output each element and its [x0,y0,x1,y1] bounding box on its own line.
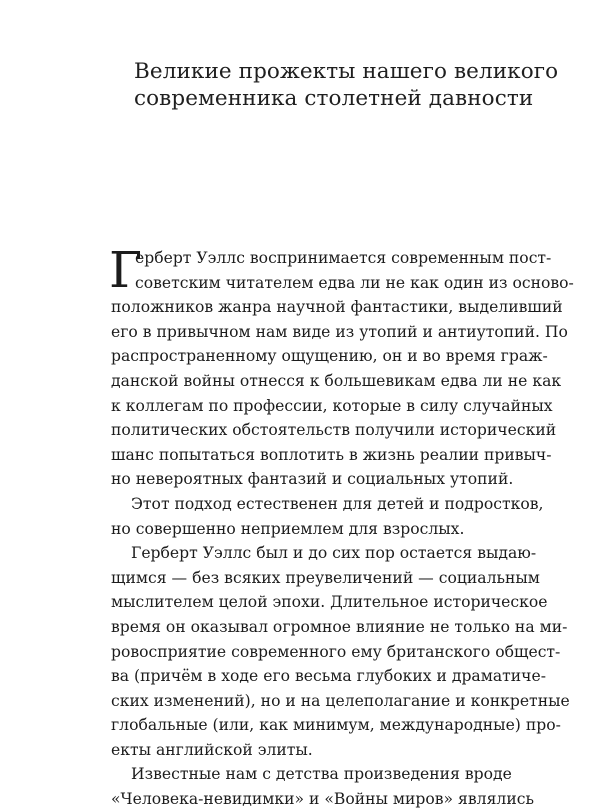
text-line: советским читателем едва ли не как один из осново- [135,273,574,292]
paragraph [111,541,570,762]
text-line: ровосприятие современного ему британского общест- [111,642,561,661]
text-line: к коллегам по профессии, которые в силу случайных [111,396,553,415]
chapter-title-line: современника столетней давности [134,86,534,111]
text-line: Этот подход естественен для детей и подростков, [131,494,544,513]
text-line: щимся — без всяких преувеличений — социальным [111,568,540,587]
text-line: но совершенно неприемлем для взрослых. [111,519,465,538]
text-line: «Человека-невидимки» и «Войны миров» являлись [111,790,534,809]
text-line: Герберт Уэллс был и до сих пор остается выдаю- [131,544,537,563]
drop-cap: Г [109,241,143,299]
text-line: глобальные (или, как минимум, международные) про- [111,716,561,735]
text-line: распространенному ощущению, он и во время граж- [111,347,548,366]
text-line: мыслителем целой эпохи. Длительное историческое [111,593,548,612]
text-line: ерберт Уэллс воспринимается современным пост- [135,249,552,267]
text-line: политических обстоятельств получили исторический [111,421,557,440]
text-line: положников жанра научной фантастики, выделивший [111,298,563,317]
text-line: ва (причём в ходе его весьма глубоких и драматиче- [111,667,546,686]
text-line: шанс попытаться воплотить в жизнь реалии привыч- [111,445,552,464]
text-line: его в привычном нам виде из утопий и антиутопий. По [111,322,568,341]
text-line: но невероятных фантазий и социальных утопий. [111,470,514,489]
chapter-body [109,241,574,812]
paragraph [109,241,574,492]
text-line: Известные нам с детства произведения вроде [131,765,512,784]
paragraph [111,762,534,811]
chapter-title [134,58,559,112]
text-line: ских изменений), но и на целеполагание и конкретные [111,691,570,710]
text-line: екты английской элиты. [111,740,313,759]
text-line: данской войны отнесся к большевикам едва ли не как [111,371,562,390]
paragraph [111,492,544,541]
chapter-title-line: Великие прожекты нашего великого [134,59,559,84]
text-line: время он оказывал огромное влияние не только на ми- [111,617,568,636]
